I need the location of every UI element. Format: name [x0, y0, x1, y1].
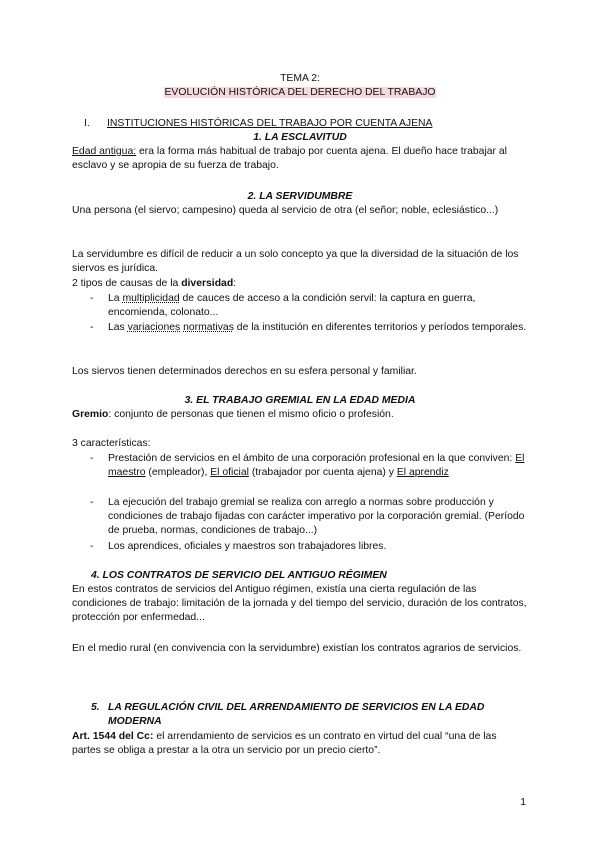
section-1-text: era la forma más habitual de trabajo por cuenta ajena. El dueño hace trabajar al esclavo y se apropia de su fuerza de trabajo.	[72, 146, 507, 171]
b2-text-b: de la institución en diferentes territorios y períodos temporales.	[233, 322, 527, 333]
bullet-dash: -	[90, 497, 94, 508]
b1-text-a: La	[108, 293, 123, 304]
bullet-dash: -	[90, 541, 94, 552]
multiplicidad-term: multiplicidad	[122, 293, 180, 304]
b2-text-a: Las	[108, 322, 128, 333]
bullet-dash: -	[90, 293, 94, 304]
section-3-heading: 3. EL TRABAJO GREMIAL EN LA EDAD MEDIA	[184, 395, 416, 406]
b1-text-b: (empleador),	[145, 467, 211, 478]
section-2-p2: La servidumbre es difícil de reducir a un solo concepto ya que la diversidad de la situación de los siervos es jurídica.	[72, 249, 519, 274]
section-2-bullet-1	[108, 292, 528, 320]
bullet-dash: -	[90, 453, 94, 464]
section-4-p1: En estos contratos de servicios del Antiguo régimen, existía una cierta regulación de las condiciones de trabajo: limitación de la jornada y del tiempo del servicio, duración de los contratos, protección por enfermedad...	[72, 584, 527, 623]
section-4-heading: 4. LOS CONTRATOS DE SERVICIO DEL ANTIGUO RÉGIMEN	[91, 570, 387, 581]
part-title: INSTITUCIONES HISTÓRICAS DEL TRABAJO POR CUENTA AJENA	[107, 118, 433, 129]
highlighted-title: EVOLUCIÓN HISTÓRICA DEL DERECHO DEL TRABAJO	[164, 87, 436, 98]
normativas-term: normativas	[183, 322, 234, 333]
p3-text: 2 tipos de causas de la	[72, 278, 182, 289]
part-number: I.	[84, 118, 90, 129]
b1-text-c: (trabajador por cuenta ajena) y	[248, 467, 397, 478]
bullet-dash: -	[90, 322, 94, 333]
section-5-number: 5.	[91, 702, 100, 713]
tema-label: TEMA 2:	[280, 73, 320, 84]
section-2-p4: Los siervos tienen determinados derechos en su esfera personal y familiar.	[72, 366, 417, 377]
b1-text-a: Prestación de servicios en el ámbito de una corporación profesional en la que conviven:	[108, 453, 516, 464]
section-5-heading: LA REGULACIÓN CIVIL DEL ARRENDAMIENTO DE SERVICIOS EN LA EDAD	[108, 702, 485, 713]
p3-colon: :	[233, 278, 237, 289]
section-1-paragraph	[72, 145, 528, 173]
diversidad-term: diversidad	[181, 278, 234, 289]
variaciones-term: variaciones	[127, 322, 181, 333]
page-title	[0, 86, 600, 100]
section-2-bullet-2	[108, 321, 528, 335]
oficial-term: El oficial	[210, 467, 249, 478]
section-3-intro: 3 características:	[72, 438, 151, 449]
page-number: 1	[520, 797, 526, 808]
section-2-heading: 2. LA SERVIDUMBRE	[247, 191, 353, 202]
section-5-paragraph	[72, 730, 528, 758]
gremio-text: : conjunto de personas que tienen el mismo oficio o profesión.	[108, 409, 394, 420]
section-3-bullet-3: Los aprendices, oficiales y maestros son trabajadores libres.	[108, 541, 387, 552]
edad-antigua-term: Edad antigua:	[72, 146, 137, 157]
b1-text-b: de cauces de acceso a la condición servil: la captura en guerra, encomienda, colonato...	[108, 293, 476, 318]
section-3-bullet-2: La ejecución del trabajo gremial se realiza con arreglo a normas sobre producción y condiciones de trabajo fijadas con carácter imperativo por la corporación gremial. (Período de prueba, normas, condiciones de trabajo...)	[108, 497, 525, 536]
section-3-bullet-1	[108, 452, 528, 480]
gremio-definition	[72, 408, 528, 422]
article-reference: Art. 1544 del Cc:	[72, 731, 154, 742]
section-2-p1: Una persona (el siervo; campesino) queda al servicio de otra (el señor; noble, eclesiástico...)	[72, 205, 499, 216]
section-4-p2: En el medio rural (en convivencia con la servidumbre) existían los contratos agrarios de servicios.	[72, 643, 522, 654]
section-1-heading: 1. LA ESCLAVITUD	[253, 132, 347, 143]
section-2-p3	[72, 277, 528, 291]
section-5-text: el arrendamiento de servicios es un contrato en virtud del cual “una de las partes se obliga a prestar a la otra un servicio por un precio cierto”.	[72, 731, 497, 756]
maestro-term: El maestro	[108, 453, 525, 478]
aprendiz-term: El aprendiz	[396, 467, 449, 478]
gremio-term: Gremio	[72, 409, 109, 420]
section-5-heading-cont: MODERNA	[108, 716, 162, 727]
